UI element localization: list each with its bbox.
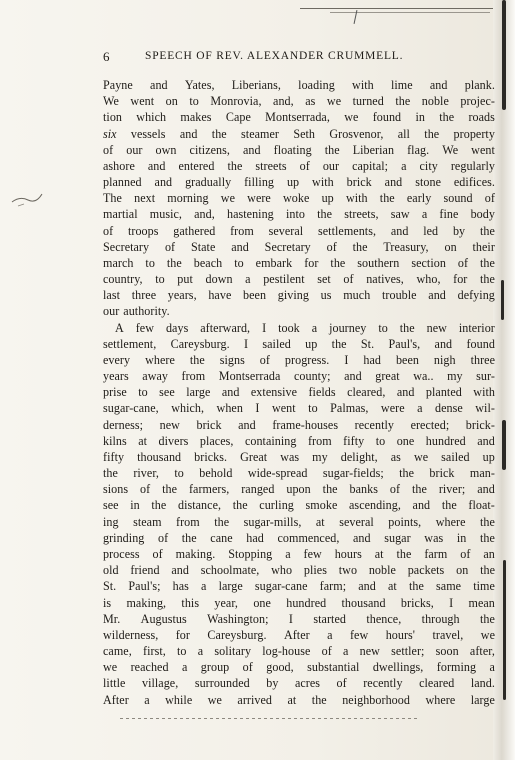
text-line: grinding of the cane had commenced, and sugar was in the [103, 530, 495, 545]
scan-edge-line [330, 12, 490, 13]
text-line: Mr. Augustus Washington; I started thence, through the [103, 611, 495, 626]
text-line: prise to see large and extensive fields cleared, and planted with [103, 385, 495, 400]
text-line: tion which makes Cape Montserrada, we found in the roads [103, 110, 495, 125]
text-line: old friend and schoolmate, who plies two noble packets on the [103, 563, 495, 578]
text-line: martial music, and, hastening into the streets, saw a fine body [103, 207, 495, 222]
text-line: The next morning we were woke up with the early sound of [103, 191, 495, 206]
text-line: A few days afterward, I took a journey to the new interior [115, 320, 495, 335]
text-line: sugar-cane, which, when I went to Palmas, were a dense wil- [103, 401, 495, 416]
text-line: Secretary of State and Secretary of the Treasury, on their [103, 239, 495, 254]
text-line: We went on to Monrovia, and, as we turned the noble projec- [103, 94, 495, 109]
text-line: planned and gradually filling up with brick and stone edifices. [103, 175, 495, 190]
text-line: little village, surrounded by acres of recently cleared land. [103, 676, 495, 691]
text-line: process of making. Stopping a few hours at the farm of an [103, 546, 495, 561]
text-line: we reached a group of good, substantial dwellings, forming a [103, 660, 495, 675]
book-binding-edge [493, 0, 515, 760]
text-line: every where the signs of progress. I had been nigh three [103, 352, 495, 367]
text-line: ashore and entered the streets of our capital; a city regularly [103, 158, 495, 173]
text-line: last three years, have been giving us much trouble and defying [103, 288, 495, 303]
body-text [103, 77, 495, 708]
text-line: see in the distance, the curling smoke ascending, and the float- [103, 498, 495, 513]
text-line: came, first, to a solitary log-house of a new settler; soon after, [103, 644, 495, 659]
text-line: is making, this year, one hundred thousand bricks, I mean [103, 595, 495, 610]
text-line: the river, to behold wide-spread sugar-fields; the brick man- [103, 466, 495, 481]
margin-scribble [10, 188, 44, 210]
text-line: of troops gathered from several settlements, and led by the [103, 223, 495, 238]
text-line: kilns at divers places, containing from fifty to one hundred and [103, 433, 495, 448]
scan-edge-line [300, 8, 495, 9]
text-line: fifty thousand bricks. Great was my delight, as we sailed up [103, 449, 495, 464]
text-line: country, to put down a pestilent set of natives, who, for the [103, 272, 495, 287]
text-line: settlement, Careysburg. I sailed up the St. Paul's, and found [103, 336, 495, 351]
text-line: St. Paul's; has a large sugar-cane farm; and at the same time [103, 579, 495, 594]
text-line: march to the beach to embark for the southern section of the [103, 255, 495, 270]
text-line: ing steam from the sugar-mills, at several points, where the [103, 514, 495, 529]
text-line: our authority. [103, 304, 170, 319]
text-line: After a while we arrived at the neighborhood where large [103, 692, 495, 707]
text-line: sions of the farmers, ranged upon the banks of the river; and [103, 482, 495, 497]
page-number: 6 [103, 49, 110, 64]
page-header [103, 49, 498, 65]
text-line: wilderness, for Careysburg. After a few hours' travel, we [103, 627, 495, 642]
text-line: six vessels and the steamer Seth Grosvenor, all the property [103, 126, 495, 141]
text-line: Payne and Yates, Liberians, loading with lime and plank. [103, 78, 495, 92]
text-line: years away from Montserrada county; and great wa.. my sur- [103, 369, 495, 384]
running-title: SPEECH OF REV. ALEXANDER CRUMMELL. [145, 50, 404, 62]
text-line: of our own citizens, and floating the Liberian flag. We went [103, 142, 495, 157]
text-line: derness; new brick and frame-houses recently erected; brick- [103, 417, 495, 432]
scan-edge-line [120, 718, 420, 719]
